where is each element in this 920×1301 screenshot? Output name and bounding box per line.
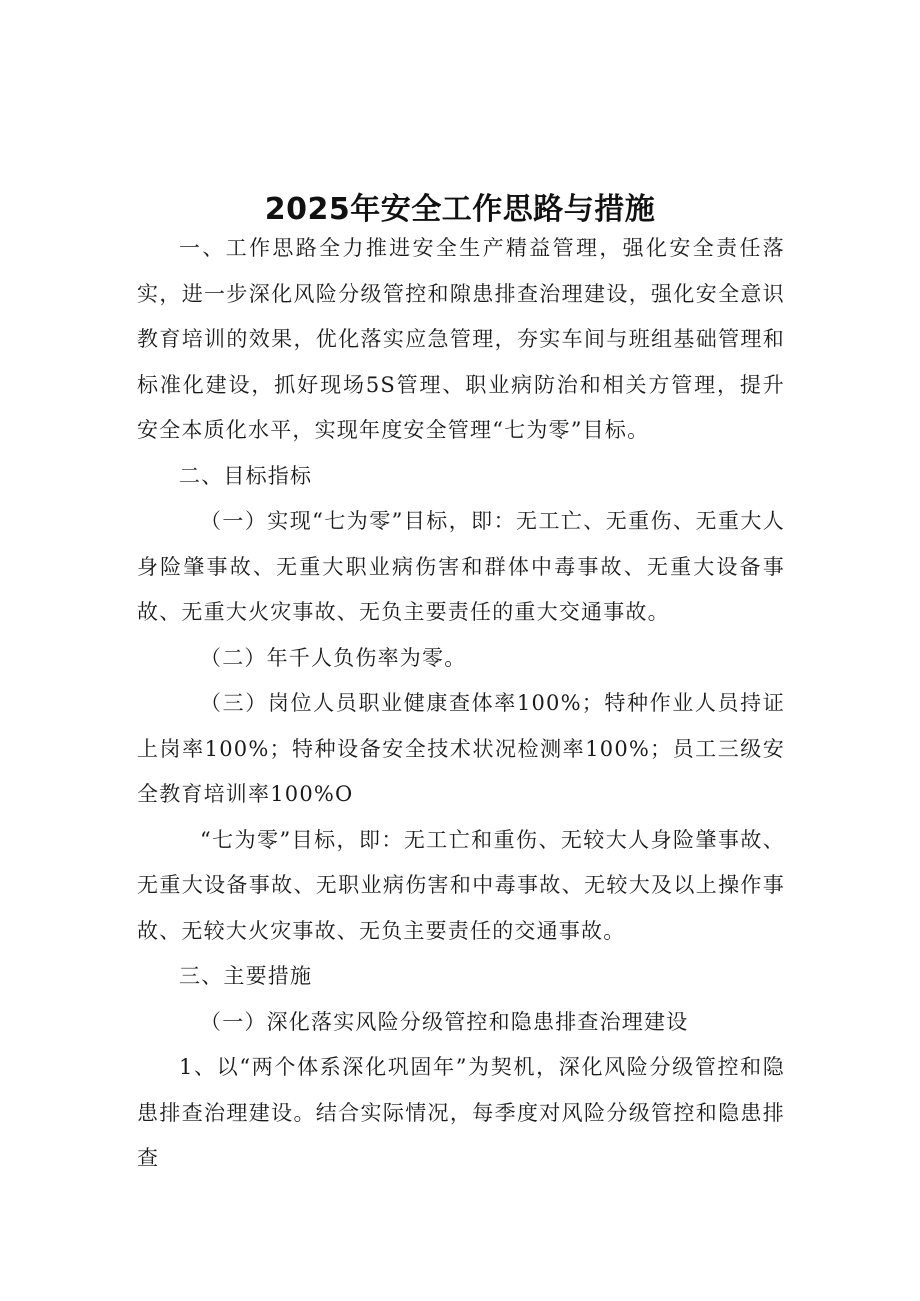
paragraph-work-approach: 一、工作思路全力推进安全生产精益管理，强化安全责任落实，进一步深化风险分级管控和隙患排查治理建设，强化安全意识教育培训的效果，优化落实应急管理，夯实车间与班组基础管理和标准化建设，抓好现场5S管理、职业病防治和相关方管理，提升安全本质化水平，实现年度安全管理“七为零”目标。	[137, 236, 785, 442]
heading-main-measures: 三、主要措施	[179, 964, 313, 988]
heading-targets: 二、目标指标	[179, 463, 313, 488]
subheading-risk-control: （一）深化落实风险分级管控和隐患排查治理建设	[200, 1009, 689, 1034]
paragraph-measure-1: 1、以“两个体系深化巩固年”为契机，深化风险分级管控和隐患排查治理建设。结合实际情况，每季度对风险分级管控和隐患排查	[137, 1055, 785, 1170]
document-body	[137, 226, 785, 1182]
paragraph-target-rates: （三）岗位人员职业健康查体率100%；特种作业人员持证上岗率100%；特种设备安全技术状况检测率100%；员工三级安全教育培训率100%O	[137, 691, 785, 806]
paragraph-target-injury-rate: （二）年千人负伤率为零。	[200, 645, 467, 670]
document-title: 2025年安全工作思路与措施	[264, 192, 656, 228]
paragraph-target-seven-zero: （一）实现“七为零”目标，即：无工亡、无重伤、无重大人身险肇事故、无重大职业病伤害和群体中毒事故、无重大设备事故、无重大火灾事故、无负主要责任的重大交通事故。	[137, 509, 785, 624]
paragraph-seven-zero-definition: “七为零”目标，即：无工亡和重伤、无较大人身险肇事故、无重大设备事故、无职业病伤害和中毒事故、无较大及以上操作事故、无较大火灾事故、无负主要责任的交通事故。	[137, 827, 785, 943]
